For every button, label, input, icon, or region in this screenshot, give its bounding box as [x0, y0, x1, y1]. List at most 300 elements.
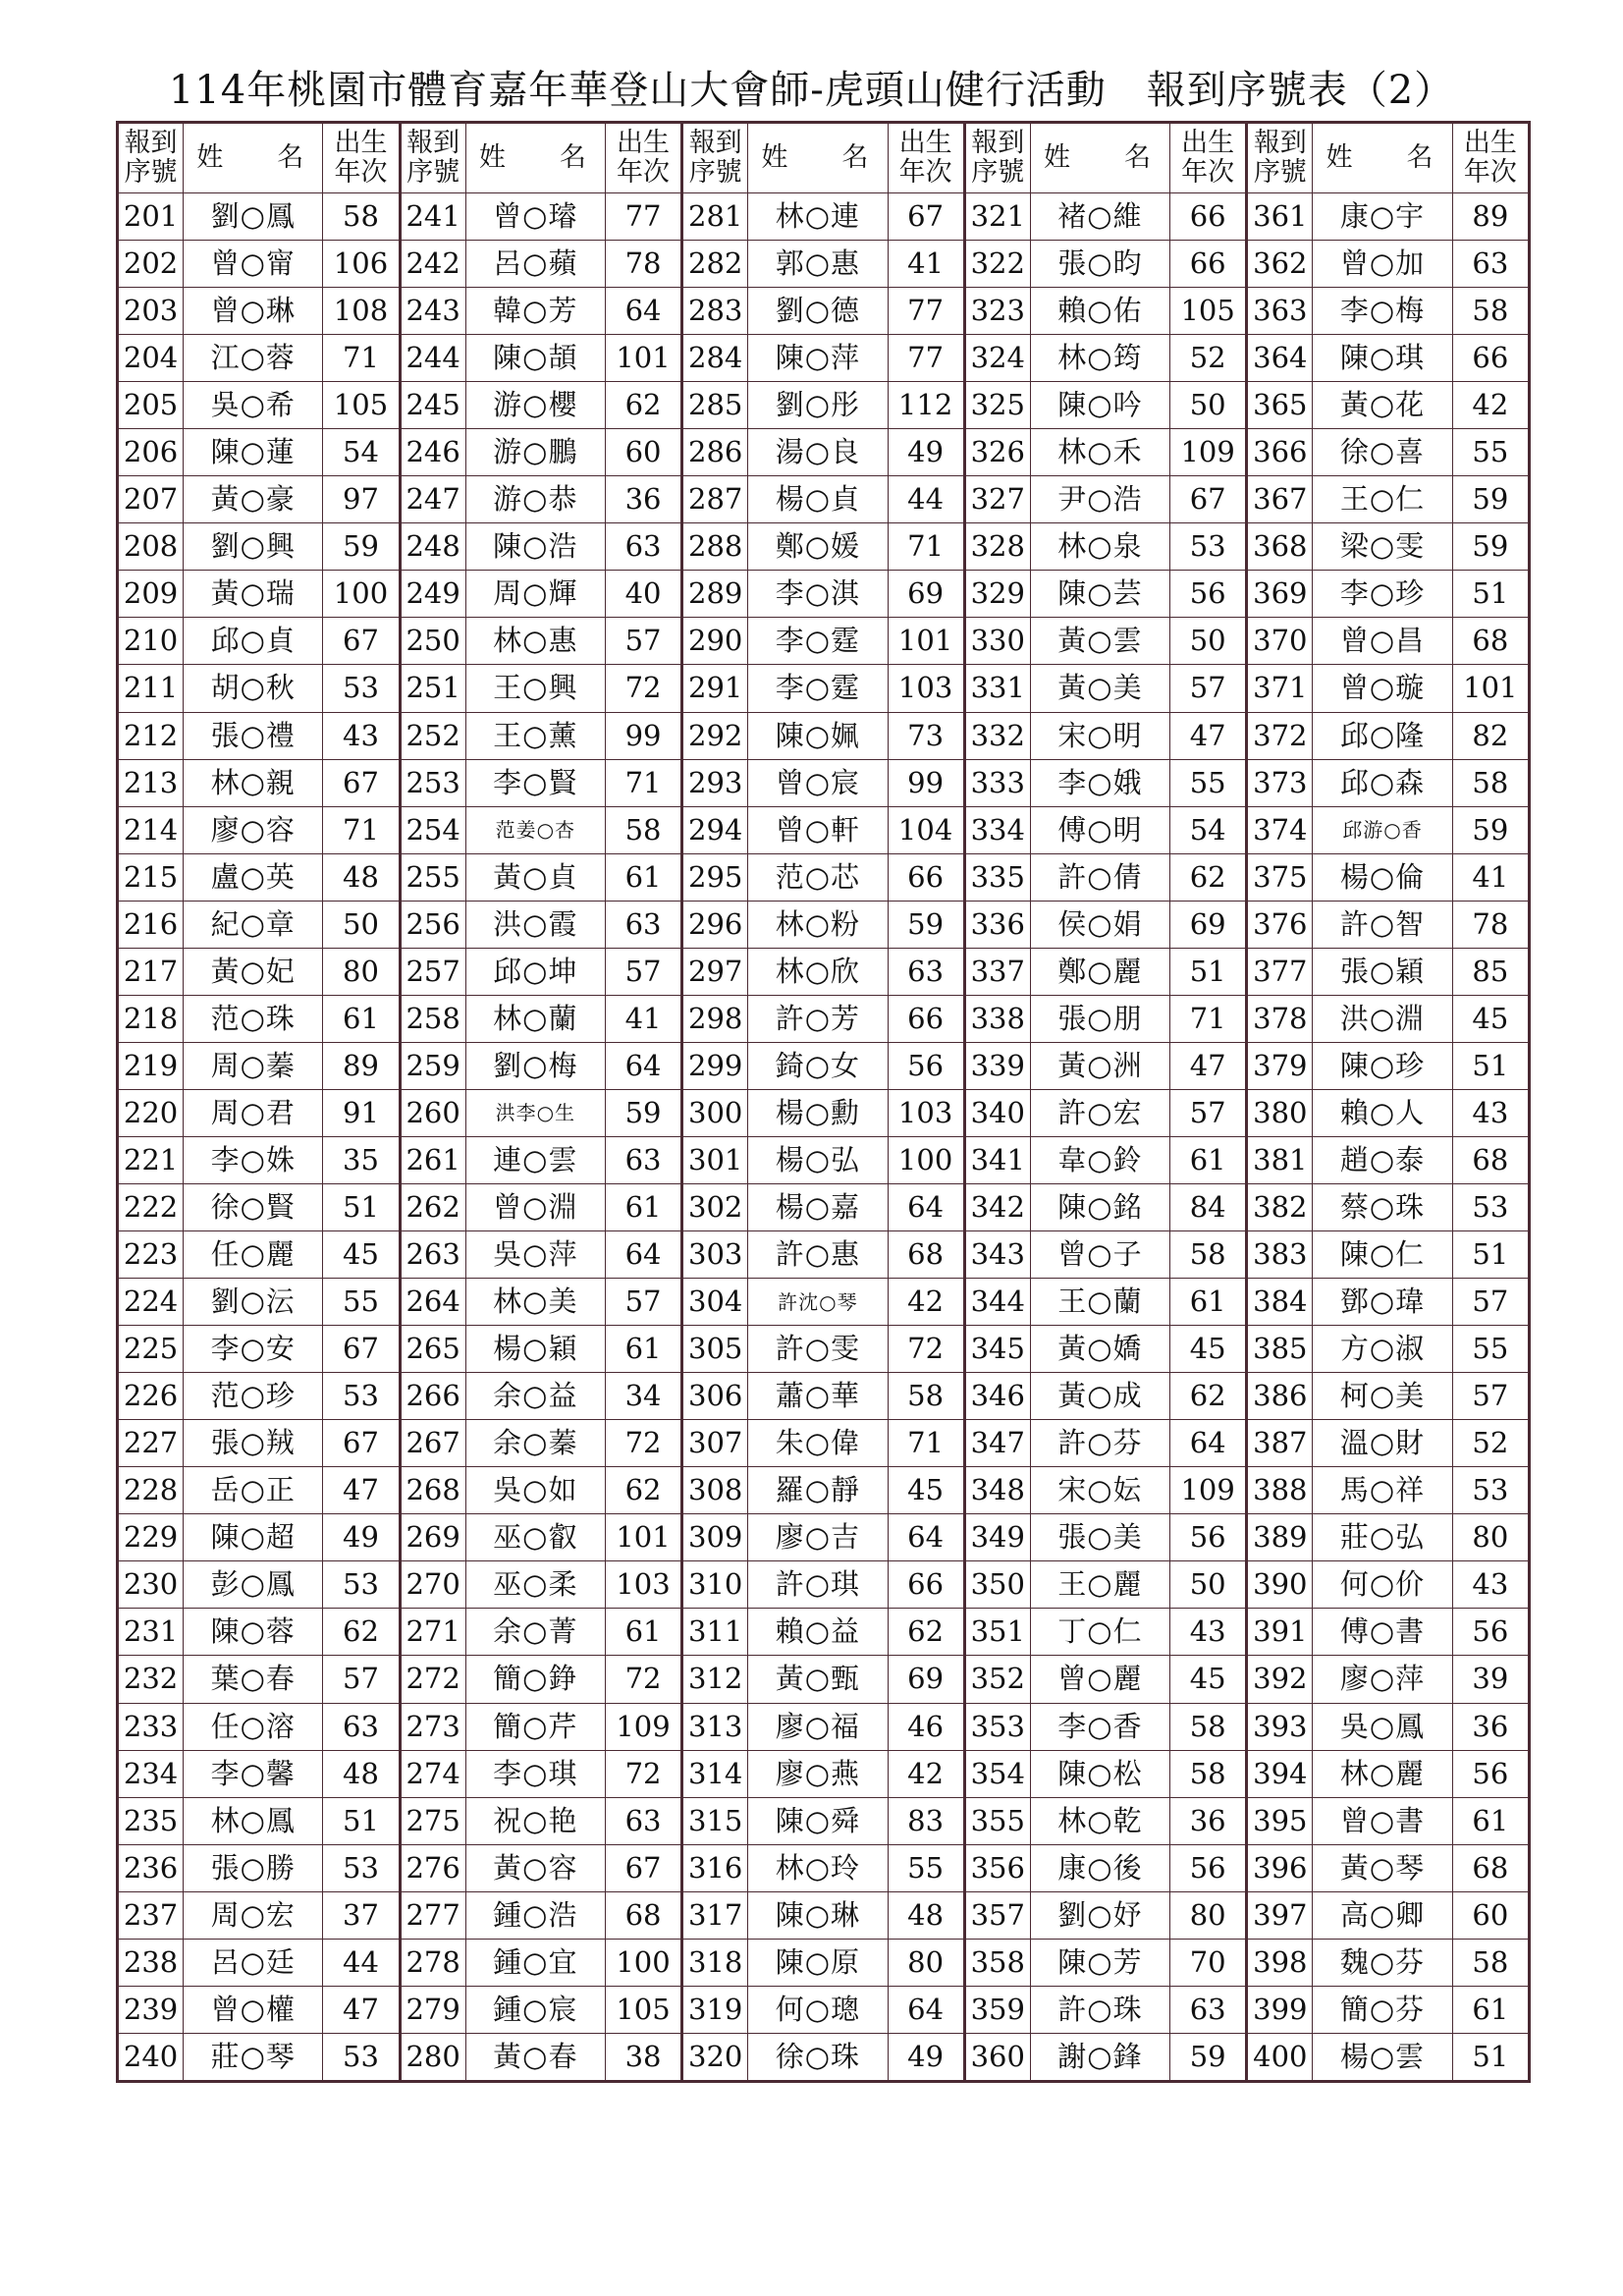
birth-year: 57 [605, 1279, 681, 1326]
registration-number: 361 [1247, 193, 1313, 241]
participant-name: 陳○銘 [1030, 1183, 1169, 1230]
registration-number: 298 [682, 995, 748, 1042]
table-row [118, 901, 1530, 948]
registration-number: 347 [964, 1420, 1030, 1467]
participant-name: 彭○鳳 [184, 1561, 323, 1609]
birth-year: 89 [323, 1042, 400, 1089]
header-birth-year: 出生年次 [888, 123, 964, 193]
participant-name: 韋○鈴 [1030, 1136, 1169, 1183]
registration-number: 342 [964, 1183, 1030, 1230]
table-row [118, 712, 1530, 759]
registration-number: 224 [118, 1279, 184, 1326]
table-row [118, 382, 1530, 429]
participant-name: 劉○德 [748, 288, 888, 335]
birth-year: 36 [1170, 1797, 1247, 1844]
registration-number: 368 [1247, 523, 1313, 571]
birth-year: 43 [323, 712, 400, 759]
participant-name: 李○珍 [1313, 571, 1452, 618]
birth-year: 77 [888, 288, 964, 335]
table-row [118, 429, 1530, 476]
participant-name: 黃○美 [1030, 665, 1169, 712]
registration-number: 242 [400, 241, 465, 288]
registration-number: 300 [682, 1089, 748, 1136]
table-row [118, 759, 1530, 806]
registration-number: 263 [400, 1231, 465, 1279]
participant-name: 楊○勳 [748, 1089, 888, 1136]
participant-name: 曾○淵 [465, 1183, 605, 1230]
birth-year: 41 [605, 995, 681, 1042]
registration-number: 314 [682, 1750, 748, 1797]
registration-number: 349 [964, 1514, 1030, 1561]
table-row [118, 948, 1530, 995]
header-number: 報到序號 [400, 123, 465, 193]
participant-name: 劉○彤 [748, 382, 888, 429]
participant-name: 周○蓁 [184, 1042, 323, 1089]
registration-number: 399 [1247, 1986, 1313, 2033]
table-row [118, 1467, 1530, 1514]
participant-name: 楊○穎 [465, 1326, 605, 1373]
registration-number: 333 [964, 759, 1030, 806]
registration-number: 312 [682, 1656, 748, 1703]
participant-name: 林○泉 [1030, 523, 1169, 571]
birth-year: 56 [888, 1042, 964, 1089]
birth-year: 46 [888, 1703, 964, 1750]
registration-number: 261 [400, 1136, 465, 1183]
participant-name: 楊○雲 [1313, 2033, 1452, 2081]
participant-name: 邱游○香 [1313, 806, 1452, 853]
registration-number: 281 [682, 193, 748, 241]
birth-year: 61 [605, 853, 681, 901]
registration-number: 265 [400, 1326, 465, 1373]
registration-number: 250 [400, 618, 465, 665]
participant-name: 游○櫻 [465, 382, 605, 429]
registration-number: 308 [682, 1467, 748, 1514]
registration-number: 238 [118, 1939, 184, 1986]
participant-name: 鄭○麗 [1030, 948, 1169, 995]
registration-number: 365 [1247, 382, 1313, 429]
participant-name: 張○昀 [1030, 241, 1169, 288]
birth-year: 77 [605, 193, 681, 241]
birth-year: 72 [605, 665, 681, 712]
participant-name: 許○琪 [748, 1561, 888, 1609]
registration-number: 389 [1247, 1514, 1313, 1561]
registration-number: 388 [1247, 1467, 1313, 1514]
participant-name: 張○勝 [184, 1844, 323, 1891]
birth-year: 101 [888, 618, 964, 665]
participant-name: 劉○鳳 [184, 193, 323, 241]
registration-number: 287 [682, 476, 748, 523]
participant-name: 陳○琳 [748, 1891, 888, 1939]
registration-number: 292 [682, 712, 748, 759]
table-row [118, 806, 1530, 853]
participant-name: 范○珍 [184, 1373, 323, 1420]
birth-year: 63 [1170, 1986, 1247, 2033]
registration-number: 254 [400, 806, 465, 853]
registration-number: 249 [400, 571, 465, 618]
participant-name: 江○蓉 [184, 335, 323, 382]
table-header-row [118, 123, 1530, 193]
participant-name: 鄧○瑋 [1313, 1279, 1452, 1326]
birth-year: 49 [323, 1514, 400, 1561]
birth-year: 66 [888, 853, 964, 901]
birth-year: 101 [1452, 665, 1529, 712]
participant-name: 呂○蘋 [465, 241, 605, 288]
table-row [118, 335, 1530, 382]
participant-name: 曾○加 [1313, 241, 1452, 288]
registration-number: 398 [1247, 1939, 1313, 1986]
registration-number: 226 [118, 1373, 184, 1420]
birth-year: 84 [1170, 1183, 1247, 1230]
birth-year: 53 [1170, 523, 1247, 571]
participant-name: 尹○浩 [1030, 476, 1169, 523]
participant-name: 黃○甄 [748, 1656, 888, 1703]
participant-name: 王○蘭 [1030, 1279, 1169, 1326]
participant-name: 游○鵬 [465, 429, 605, 476]
participant-name: 陳○芳 [1030, 1939, 1169, 1986]
registration-number: 311 [682, 1609, 748, 1656]
table-row [118, 1326, 1530, 1373]
registration-number: 205 [118, 382, 184, 429]
birth-year: 71 [605, 759, 681, 806]
participant-name: 曾○宸 [748, 759, 888, 806]
birth-year: 58 [1452, 759, 1529, 806]
birth-year: 44 [888, 476, 964, 523]
participant-name: 李○霆 [748, 665, 888, 712]
birth-year: 51 [1452, 2033, 1529, 2081]
table-row [118, 1561, 1530, 1609]
participant-name: 洪李○生 [465, 1089, 605, 1136]
registration-number: 353 [964, 1703, 1030, 1750]
participant-name: 簡○芹 [465, 1703, 605, 1750]
registration-number: 364 [1247, 335, 1313, 382]
participant-name: 邱○隆 [1313, 712, 1452, 759]
birth-year: 78 [605, 241, 681, 288]
registration-number: 383 [1247, 1231, 1313, 1279]
birth-year: 105 [605, 1986, 681, 2033]
birth-year: 64 [605, 1231, 681, 1279]
birth-year: 55 [1170, 759, 1247, 806]
birth-year: 71 [888, 1420, 964, 1467]
registration-number: 222 [118, 1183, 184, 1230]
participant-name: 林○蘭 [465, 995, 605, 1042]
birth-year: 66 [1170, 193, 1247, 241]
birth-year: 51 [323, 1797, 400, 1844]
registration-number: 266 [400, 1373, 465, 1420]
participant-name: 廖○燕 [748, 1750, 888, 1797]
birth-year: 41 [888, 241, 964, 288]
birth-year: 63 [605, 523, 681, 571]
participant-name: 郭○惠 [748, 241, 888, 288]
participant-name: 許○智 [1313, 901, 1452, 948]
registration-number: 293 [682, 759, 748, 806]
participant-name: 陳○蓮 [184, 429, 323, 476]
participant-name: 曾○琳 [184, 288, 323, 335]
participant-name: 巫○叡 [465, 1514, 605, 1561]
table-row [118, 1136, 1530, 1183]
birth-year: 66 [1170, 241, 1247, 288]
registration-number: 232 [118, 1656, 184, 1703]
birth-year: 66 [888, 995, 964, 1042]
birth-year: 61 [605, 1609, 681, 1656]
birth-year: 57 [1170, 1089, 1247, 1136]
birth-year: 48 [323, 853, 400, 901]
birth-year: 58 [1452, 288, 1529, 335]
registration-number: 279 [400, 1986, 465, 2033]
birth-year: 62 [323, 1609, 400, 1656]
birth-year: 56 [1170, 1844, 1247, 1891]
registration-number: 372 [1247, 712, 1313, 759]
birth-year: 100 [323, 571, 400, 618]
registration-number: 230 [118, 1561, 184, 1609]
birth-year: 47 [323, 1986, 400, 2033]
participant-name: 胡○秋 [184, 665, 323, 712]
registration-number: 270 [400, 1561, 465, 1609]
participant-name: 許○珠 [1030, 1986, 1169, 2033]
registration-number: 339 [964, 1042, 1030, 1089]
birth-year: 58 [888, 1373, 964, 1420]
participant-name: 陳○吟 [1030, 382, 1169, 429]
birth-year: 67 [1170, 476, 1247, 523]
registration-number: 206 [118, 429, 184, 476]
participant-name: 林○鳳 [184, 1797, 323, 1844]
participant-name: 黃○妃 [184, 948, 323, 995]
participant-name: 曾○璿 [465, 193, 605, 241]
birth-year: 58 [1170, 1703, 1247, 1750]
participant-name: 賴○人 [1313, 1089, 1452, 1136]
birth-year: 58 [1452, 1939, 1529, 1986]
participant-name: 徐○喜 [1313, 429, 1452, 476]
birth-year: 53 [1452, 1183, 1529, 1230]
participant-name: 康○後 [1030, 1844, 1169, 1891]
registration-number: 258 [400, 995, 465, 1042]
birth-year: 68 [888, 1231, 964, 1279]
participant-name: 方○淑 [1313, 1326, 1452, 1373]
registration-number: 274 [400, 1750, 465, 1797]
table-row [118, 995, 1530, 1042]
registration-number: 218 [118, 995, 184, 1042]
table-row [118, 1373, 1530, 1420]
registration-number: 387 [1247, 1420, 1313, 1467]
participant-name: 蔡○珠 [1313, 1183, 1452, 1230]
participant-name: 李○姝 [184, 1136, 323, 1183]
participant-name: 許○惠 [748, 1231, 888, 1279]
birth-year: 71 [323, 806, 400, 853]
header-name: 姓 名 [184, 123, 323, 193]
birth-year: 61 [1170, 1279, 1247, 1326]
registration-number: 381 [1247, 1136, 1313, 1183]
participant-name: 吳○萍 [465, 1231, 605, 1279]
participant-name: 黃○嬌 [1030, 1326, 1169, 1373]
registration-number: 241 [400, 193, 465, 241]
participant-name: 李○賢 [465, 759, 605, 806]
birth-year: 99 [605, 712, 681, 759]
birth-year: 53 [323, 1373, 400, 1420]
registration-number: 283 [682, 288, 748, 335]
participant-name: 王○麗 [1030, 1561, 1169, 1609]
birth-year: 43 [1452, 1561, 1529, 1609]
registration-number: 247 [400, 476, 465, 523]
birth-year: 36 [1452, 1703, 1529, 1750]
participant-name: 高○卿 [1313, 1891, 1452, 1939]
participant-name: 黃○雲 [1030, 618, 1169, 665]
birth-year: 51 [1452, 1231, 1529, 1279]
birth-year: 67 [323, 618, 400, 665]
registration-number: 239 [118, 1986, 184, 2033]
registration-number: 303 [682, 1231, 748, 1279]
participant-name: 賴○益 [748, 1609, 888, 1656]
registration-number: 291 [682, 665, 748, 712]
registration-number: 400 [1247, 2033, 1313, 2081]
registration-number: 376 [1247, 901, 1313, 948]
birth-year: 55 [1452, 1326, 1529, 1373]
birth-year: 91 [323, 1089, 400, 1136]
participant-name: 洪○淵 [1313, 995, 1452, 1042]
participant-name: 楊○弘 [748, 1136, 888, 1183]
birth-year: 61 [605, 1183, 681, 1230]
registration-number: 295 [682, 853, 748, 901]
birth-year: 51 [1452, 1042, 1529, 1089]
participant-name: 徐○珠 [748, 2033, 888, 2081]
birth-year: 108 [323, 288, 400, 335]
registration-number: 356 [964, 1844, 1030, 1891]
participant-name: 陳○姵 [748, 712, 888, 759]
participant-name: 周○君 [184, 1089, 323, 1136]
registration-number: 326 [964, 429, 1030, 476]
participant-name: 曾○麗 [1030, 1656, 1169, 1703]
header-birth-year: 出生年次 [1452, 123, 1529, 193]
registration-number: 301 [682, 1136, 748, 1183]
registration-number: 378 [1247, 995, 1313, 1042]
table-row [118, 1986, 1530, 2033]
table-row [118, 1279, 1530, 1326]
participant-name: 簡○錚 [465, 1656, 605, 1703]
registration-number: 260 [400, 1089, 465, 1136]
registration-number: 340 [964, 1089, 1030, 1136]
registration-number: 330 [964, 618, 1030, 665]
participant-name: 陳○蓉 [184, 1609, 323, 1656]
registration-number: 207 [118, 476, 184, 523]
registration-number: 259 [400, 1042, 465, 1089]
participant-name: 任○溶 [184, 1703, 323, 1750]
participant-name: 游○恭 [465, 476, 605, 523]
birth-year: 63 [888, 948, 964, 995]
birth-year: 101 [605, 335, 681, 382]
birth-year: 62 [605, 382, 681, 429]
registration-number: 324 [964, 335, 1030, 382]
birth-year: 85 [1452, 948, 1529, 995]
birth-year: 57 [1170, 665, 1247, 712]
birth-year: 61 [323, 995, 400, 1042]
participant-name: 陳○琪 [1313, 335, 1452, 382]
participant-name: 周○宏 [184, 1891, 323, 1939]
registration-number: 209 [118, 571, 184, 618]
registration-number: 212 [118, 712, 184, 759]
registration-number: 223 [118, 1231, 184, 1279]
participant-name: 陳○仁 [1313, 1231, 1452, 1279]
participant-name: 宋○明 [1030, 712, 1169, 759]
birth-year: 80 [1170, 1891, 1247, 1939]
birth-year: 53 [323, 1561, 400, 1609]
registration-number: 267 [400, 1420, 465, 1467]
birth-year: 63 [605, 1797, 681, 1844]
birth-year: 54 [1170, 806, 1247, 853]
registration-number: 377 [1247, 948, 1313, 995]
birth-year: 68 [1452, 1136, 1529, 1183]
participant-name: 鍾○宜 [465, 1939, 605, 1986]
birth-year: 53 [323, 2033, 400, 2081]
birth-year: 67 [323, 1420, 400, 1467]
registration-number: 362 [1247, 241, 1313, 288]
birth-year: 49 [888, 2033, 964, 2081]
registration-number: 246 [400, 429, 465, 476]
participant-name: 林○美 [465, 1279, 605, 1326]
registration-number: 215 [118, 853, 184, 901]
table-row [118, 241, 1530, 288]
participant-name: 宋○妘 [1030, 1467, 1169, 1514]
header-birth-year: 出生年次 [1170, 123, 1247, 193]
registration-number: 382 [1247, 1183, 1313, 1230]
participant-name: 許○芬 [1030, 1420, 1169, 1467]
birth-year: 50 [1170, 618, 1247, 665]
participant-name: 余○菁 [465, 1609, 605, 1656]
registration-number: 346 [964, 1373, 1030, 1420]
participant-name: 黃○容 [465, 1844, 605, 1891]
participant-name: 李○霆 [748, 618, 888, 665]
birth-year: 100 [888, 1136, 964, 1183]
birth-year: 47 [1170, 1042, 1247, 1089]
participant-name: 葉○春 [184, 1656, 323, 1703]
participant-name: 林○欣 [748, 948, 888, 995]
birth-year: 61 [1452, 1986, 1529, 2033]
participant-name: 趙○泰 [1313, 1136, 1452, 1183]
registration-number: 245 [400, 382, 465, 429]
participant-name: 賴○佑 [1030, 288, 1169, 335]
header-name: 姓 名 [465, 123, 605, 193]
participant-name: 鍾○宸 [465, 1986, 605, 2033]
registration-number: 395 [1247, 1797, 1313, 1844]
registration-number: 233 [118, 1703, 184, 1750]
registration-number: 288 [682, 523, 748, 571]
participant-name: 邱○森 [1313, 759, 1452, 806]
registration-number: 208 [118, 523, 184, 571]
table-row [118, 1844, 1530, 1891]
participant-name: 林○麗 [1313, 1750, 1452, 1797]
header-birth-year: 出生年次 [605, 123, 681, 193]
participant-name: 邱○貞 [184, 618, 323, 665]
birth-year: 70 [1170, 1939, 1247, 1986]
birth-year: 72 [605, 1420, 681, 1467]
registration-number: 305 [682, 1326, 748, 1373]
participant-name: 廖○吉 [748, 1514, 888, 1561]
registration-number: 393 [1247, 1703, 1313, 1750]
registration-number: 358 [964, 1939, 1030, 1986]
registration-number: 289 [682, 571, 748, 618]
registration-number: 396 [1247, 1844, 1313, 1891]
registration-number: 268 [400, 1467, 465, 1514]
registration-number: 391 [1247, 1609, 1313, 1656]
registration-number: 345 [964, 1326, 1030, 1373]
participant-name: 劉○興 [184, 523, 323, 571]
participant-name: 黃○貞 [465, 853, 605, 901]
participant-name: 陳○萍 [748, 335, 888, 382]
registration-number: 294 [682, 806, 748, 853]
registration-number: 313 [682, 1703, 748, 1750]
page-title: 114年桃園市體育嘉年華登山大會師-虎頭山健行活動 報到序號表（2） [168, 68, 1455, 113]
participant-name: 吳○希 [184, 382, 323, 429]
registration-number: 317 [682, 1891, 748, 1939]
participant-name: 陳○芸 [1030, 571, 1169, 618]
registration-number: 201 [118, 193, 184, 241]
